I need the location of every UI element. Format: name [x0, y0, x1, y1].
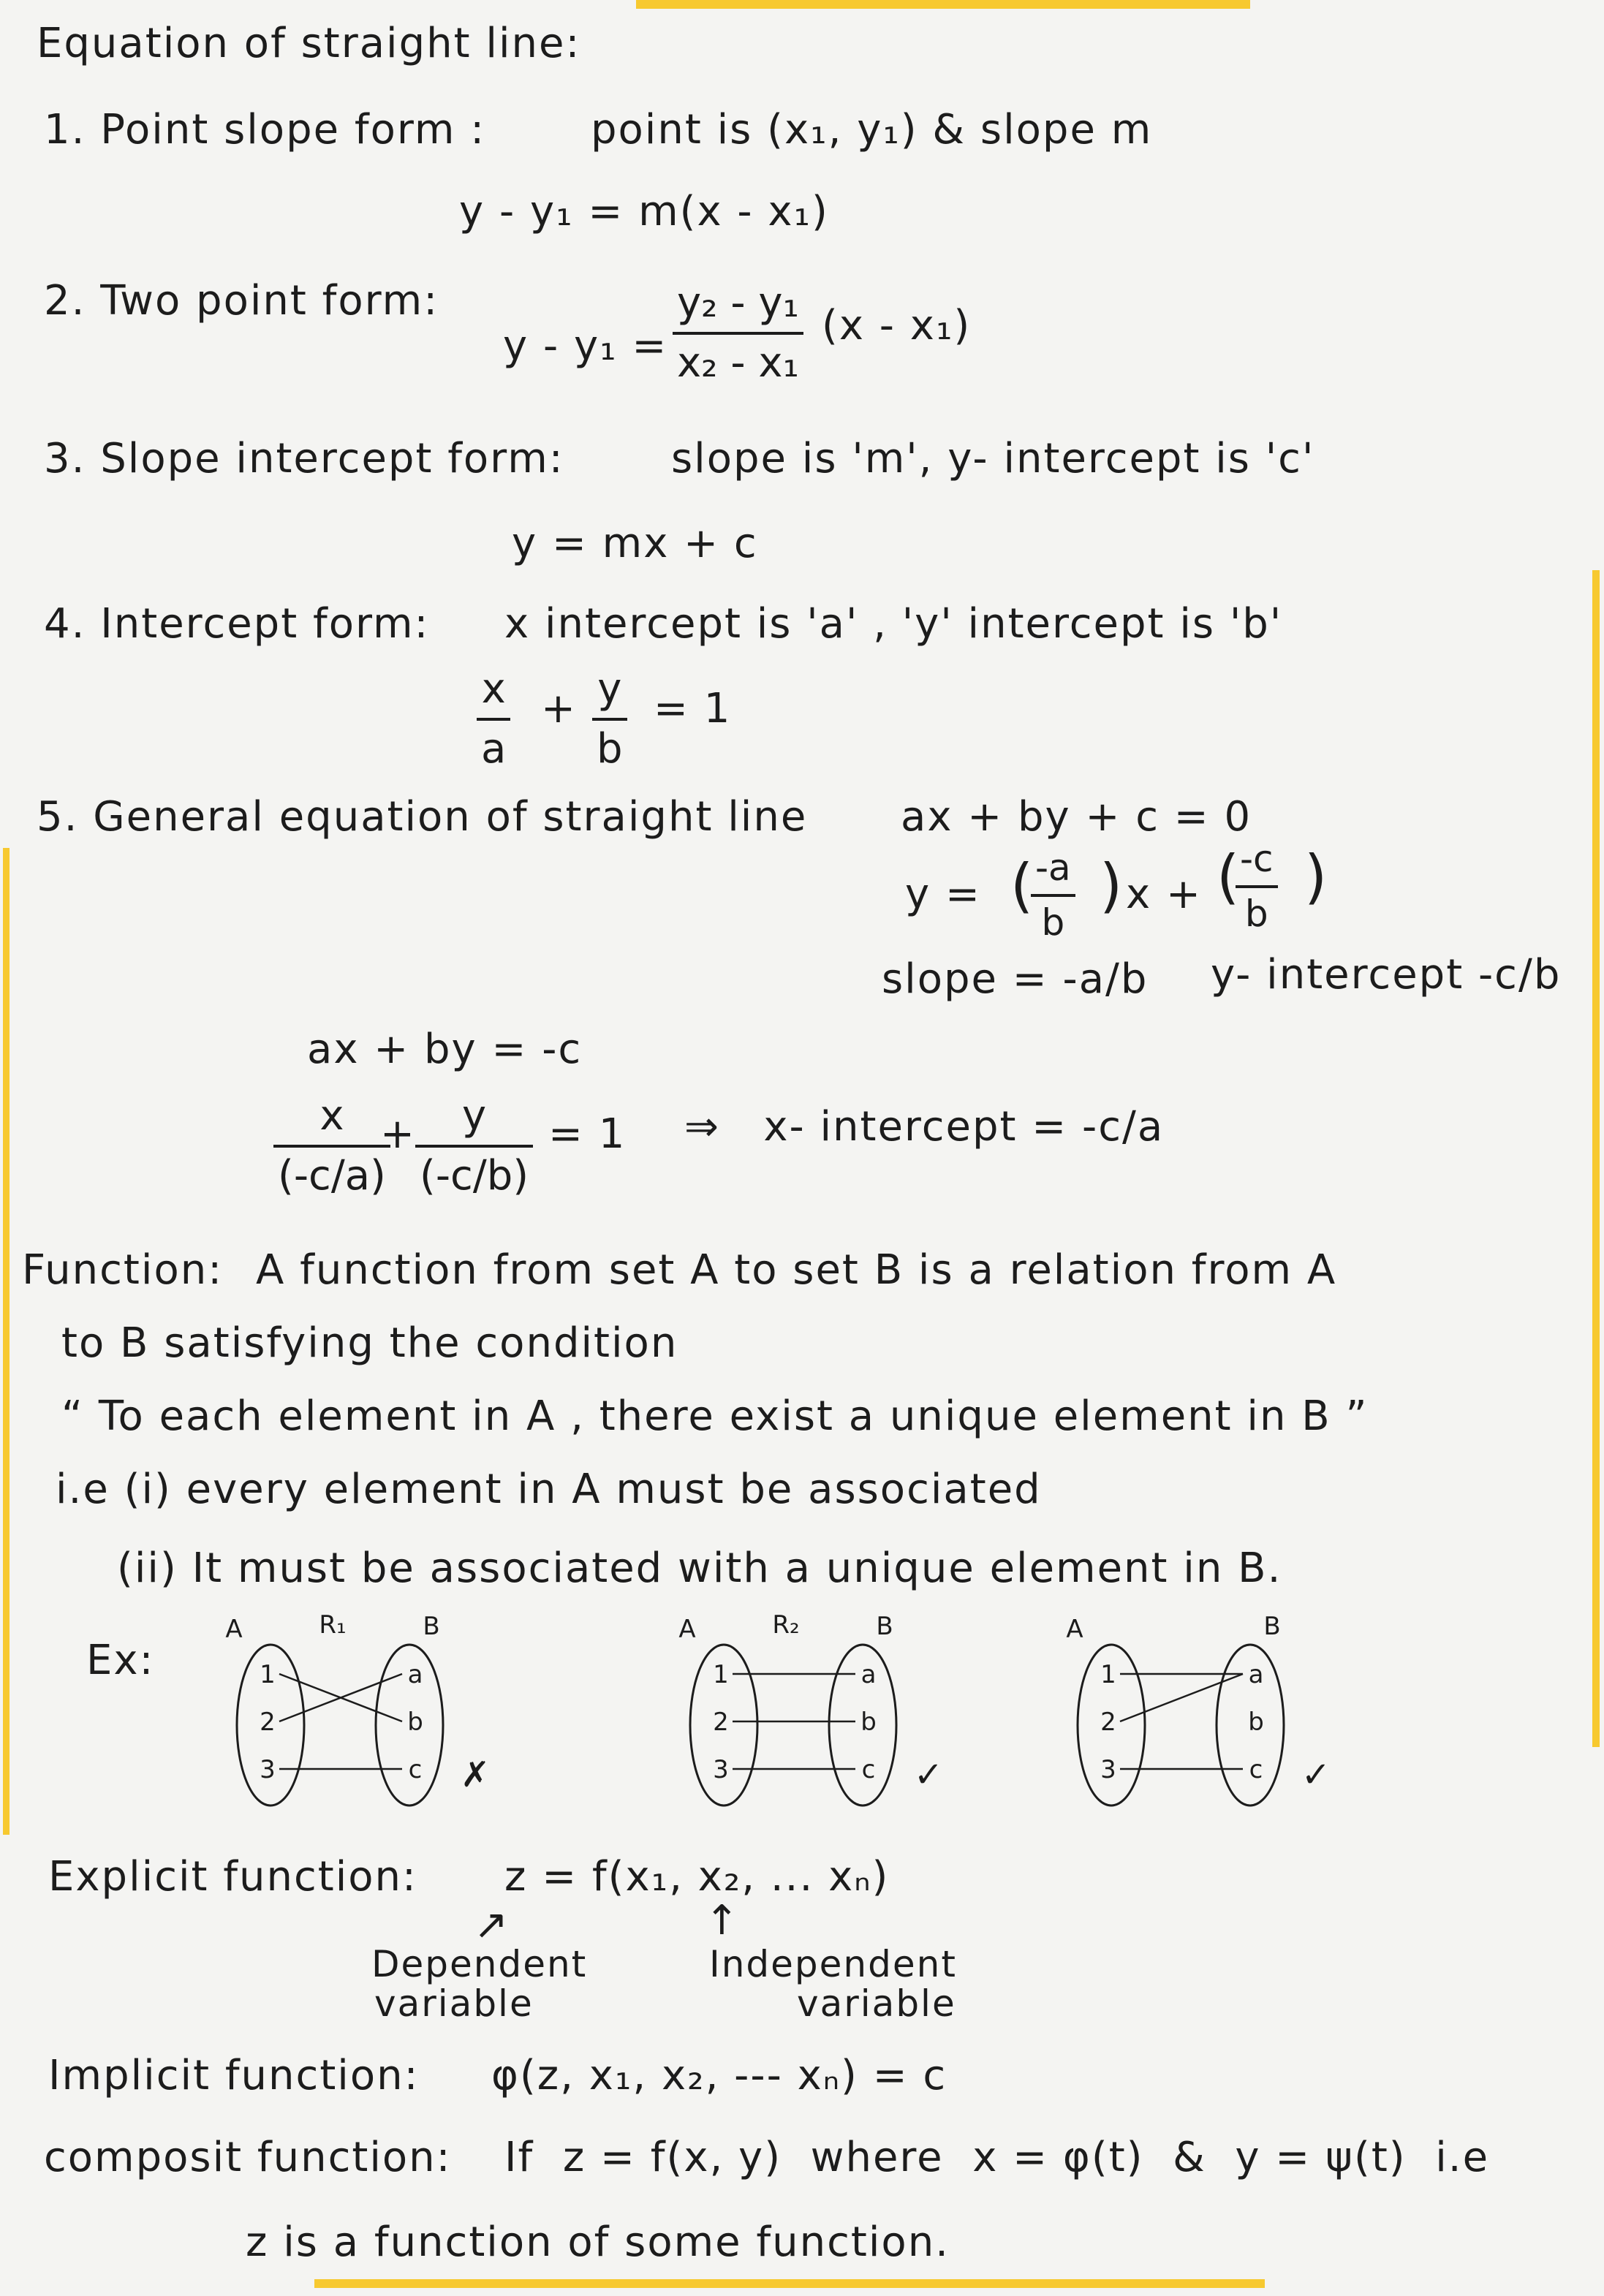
general-slope: slope = -a/b [882, 955, 1149, 1003]
general-int-frac [1236, 839, 1278, 934]
relation-label: R₂ [772, 1610, 800, 1640]
set-a-element: 3 [1100, 1755, 1116, 1784]
two-point-fraction [673, 281, 803, 385]
highlight-right [1592, 570, 1600, 1747]
general-slope-num: -a [1031, 848, 1075, 897]
two-point-num: y₂ - y₁ [673, 281, 803, 335]
point-slope-eq: y - y₁ = m(x - x₁) [459, 188, 829, 235]
function-label: Function: [22, 1246, 224, 1294]
set-b-element: c [1249, 1755, 1263, 1784]
explicit-dep1: Dependent [371, 1943, 588, 1985]
point-slope-desc: point is (x₁, y₁) & slope m [591, 106, 1153, 154]
explicit-ind2: variable [797, 1982, 956, 2025]
set-b-element: c [861, 1755, 876, 1784]
relation-label: R₁ [319, 1610, 347, 1640]
explicit-arrow-dep: ↗ [474, 1901, 510, 1949]
function-def2: to B satisfying the condition [61, 1319, 678, 1367]
explicit-dep2: variable [374, 1982, 534, 2025]
slope-intercept-desc: slope is 'm', y- intercept is 'c' [671, 435, 1315, 482]
function-def3: “ To each element in A , there exist a unique element in B ” [61, 1393, 1369, 1440]
general-l1: ax + by = -c [307, 1026, 583, 1073]
general-d1: (-c/a) [278, 1151, 386, 1200]
set-b-element: a [1248, 1660, 1264, 1689]
set-a-element: 3 [260, 1755, 276, 1784]
set-b-element: c [408, 1755, 423, 1784]
set-a-element: 2 [713, 1708, 729, 1737]
general-xint: ⇒ x- intercept = -c/a [684, 1103, 1165, 1151]
point-slope-label: 1. Point slope form : [44, 106, 486, 154]
mapping-diagram-2 [658, 1608, 994, 1820]
general-frac-y [415, 1094, 533, 1198]
two-point-label: 2. Two point form: [44, 277, 439, 325]
set-b-label: B [423, 1612, 440, 1641]
valid-mark: ✓ [1301, 1754, 1331, 1795]
explicit-arrow-ind: ↑ [705, 1897, 741, 1944]
general-n2: y [415, 1094, 533, 1148]
general-eq: ax + by + c = 0 [901, 793, 1252, 841]
set-b-element: b [407, 1708, 423, 1737]
intercept-x: x [477, 667, 510, 721]
two-point-rhs: (x - x₁) [822, 302, 972, 349]
intercept-frac-y [592, 667, 627, 771]
composite-eq: If z = f(x, y) where x = φ(t) & y = ψ(t) i.e [504, 2134, 1490, 2181]
implicit-label: Implicit function: [48, 2052, 420, 2099]
set-a-label: A [678, 1615, 696, 1644]
set-a-label: A [225, 1615, 243, 1644]
slope-intercept-label: 3. Slope intercept form: [44, 435, 564, 482]
intercept-y: y [592, 667, 627, 721]
set-b-label: B [1263, 1612, 1281, 1641]
intercept-plus: + [541, 685, 577, 732]
slope-intercept-eq: y = mx + c [512, 520, 758, 567]
highlight-bottom [314, 2279, 1265, 2288]
general-lparen1: ( [1010, 852, 1035, 920]
intercept-eq1: = 1 [654, 685, 732, 732]
set-b-element: b [860, 1708, 877, 1737]
general-d2: (-c/b) [420, 1151, 529, 1200]
example-label: Ex: [86, 1637, 155, 1684]
invalid-mark: ✗ [460, 1754, 491, 1795]
explicit-label: Explicit function: [48, 1853, 417, 1901]
valid-mark: ✓ [913, 1754, 944, 1795]
set-a-element: 3 [713, 1755, 729, 1784]
mapping-diagram-3 [1045, 1608, 1382, 1820]
general-rparen2: ) [1304, 843, 1329, 911]
highlight-top [636, 0, 1250, 9]
two-point-lhs: y - y₁ = [503, 322, 668, 370]
explicit-ind1: Independent [709, 1943, 957, 1985]
set-a-element: 2 [260, 1708, 276, 1737]
general-int-den: b [1244, 893, 1268, 935]
composite-line2: z is a function of some function. [246, 2219, 950, 2266]
function-ie1: i.e (i) every element in A must be associated [56, 1466, 1042, 1513]
set-b-element: a [860, 1660, 877, 1689]
set-a-element: 2 [1100, 1708, 1116, 1737]
general-plus: + [380, 1110, 416, 1158]
general-n1: x [273, 1094, 390, 1148]
set-a-element: 1 [260, 1660, 276, 1689]
intercept-b: b [597, 724, 623, 773]
intercept-label: 4. Intercept form: [44, 600, 430, 648]
section-heading: Equation of straight line: [37, 20, 581, 67]
general-label: 5. General equation of straight line [37, 793, 808, 841]
set-a-element: 1 [1100, 1660, 1116, 1689]
set-b-element: b [1248, 1708, 1264, 1737]
general-rparen1: ) [1100, 852, 1124, 920]
general-slope-frac [1031, 848, 1075, 943]
general-eq1: = 1 [548, 1110, 627, 1158]
set-a-label: A [1066, 1615, 1083, 1644]
intercept-desc: x intercept is 'a' , 'y' intercept is 'b' [504, 600, 1283, 648]
intercept-a: a [481, 724, 507, 773]
set-b-label: B [876, 1612, 893, 1641]
explicit-eq: z = f(x₁, x₂, ... xₙ) [504, 1853, 890, 1901]
general-int-num: -c [1236, 839, 1278, 888]
general-lparen2: ( [1217, 843, 1241, 911]
highlight-left [3, 848, 10, 1835]
general-frac-x [273, 1094, 390, 1198]
mapping-diagram-1 [205, 1608, 541, 1820]
general-xplus: x + [1126, 871, 1202, 918]
function-def1: A function from set A to set B is a relation from A [256, 1246, 1337, 1294]
general-slope-den: b [1041, 901, 1065, 944]
composite-label: composit function: [44, 2134, 452, 2181]
general-yint: y- intercept -c/b [1211, 951, 1562, 999]
function-ie2: (ii) It must be associated with a unique element in B. [117, 1545, 1282, 1592]
implicit-eq: φ(z, x₁, x₂, --- xₙ) = c [491, 2052, 947, 2099]
two-point-den: x₂ - x₁ [677, 338, 799, 387]
general-y: y = [905, 871, 981, 918]
intercept-frac-x [477, 667, 510, 771]
set-b-element: a [407, 1660, 423, 1689]
set-a-element: 1 [713, 1660, 729, 1689]
